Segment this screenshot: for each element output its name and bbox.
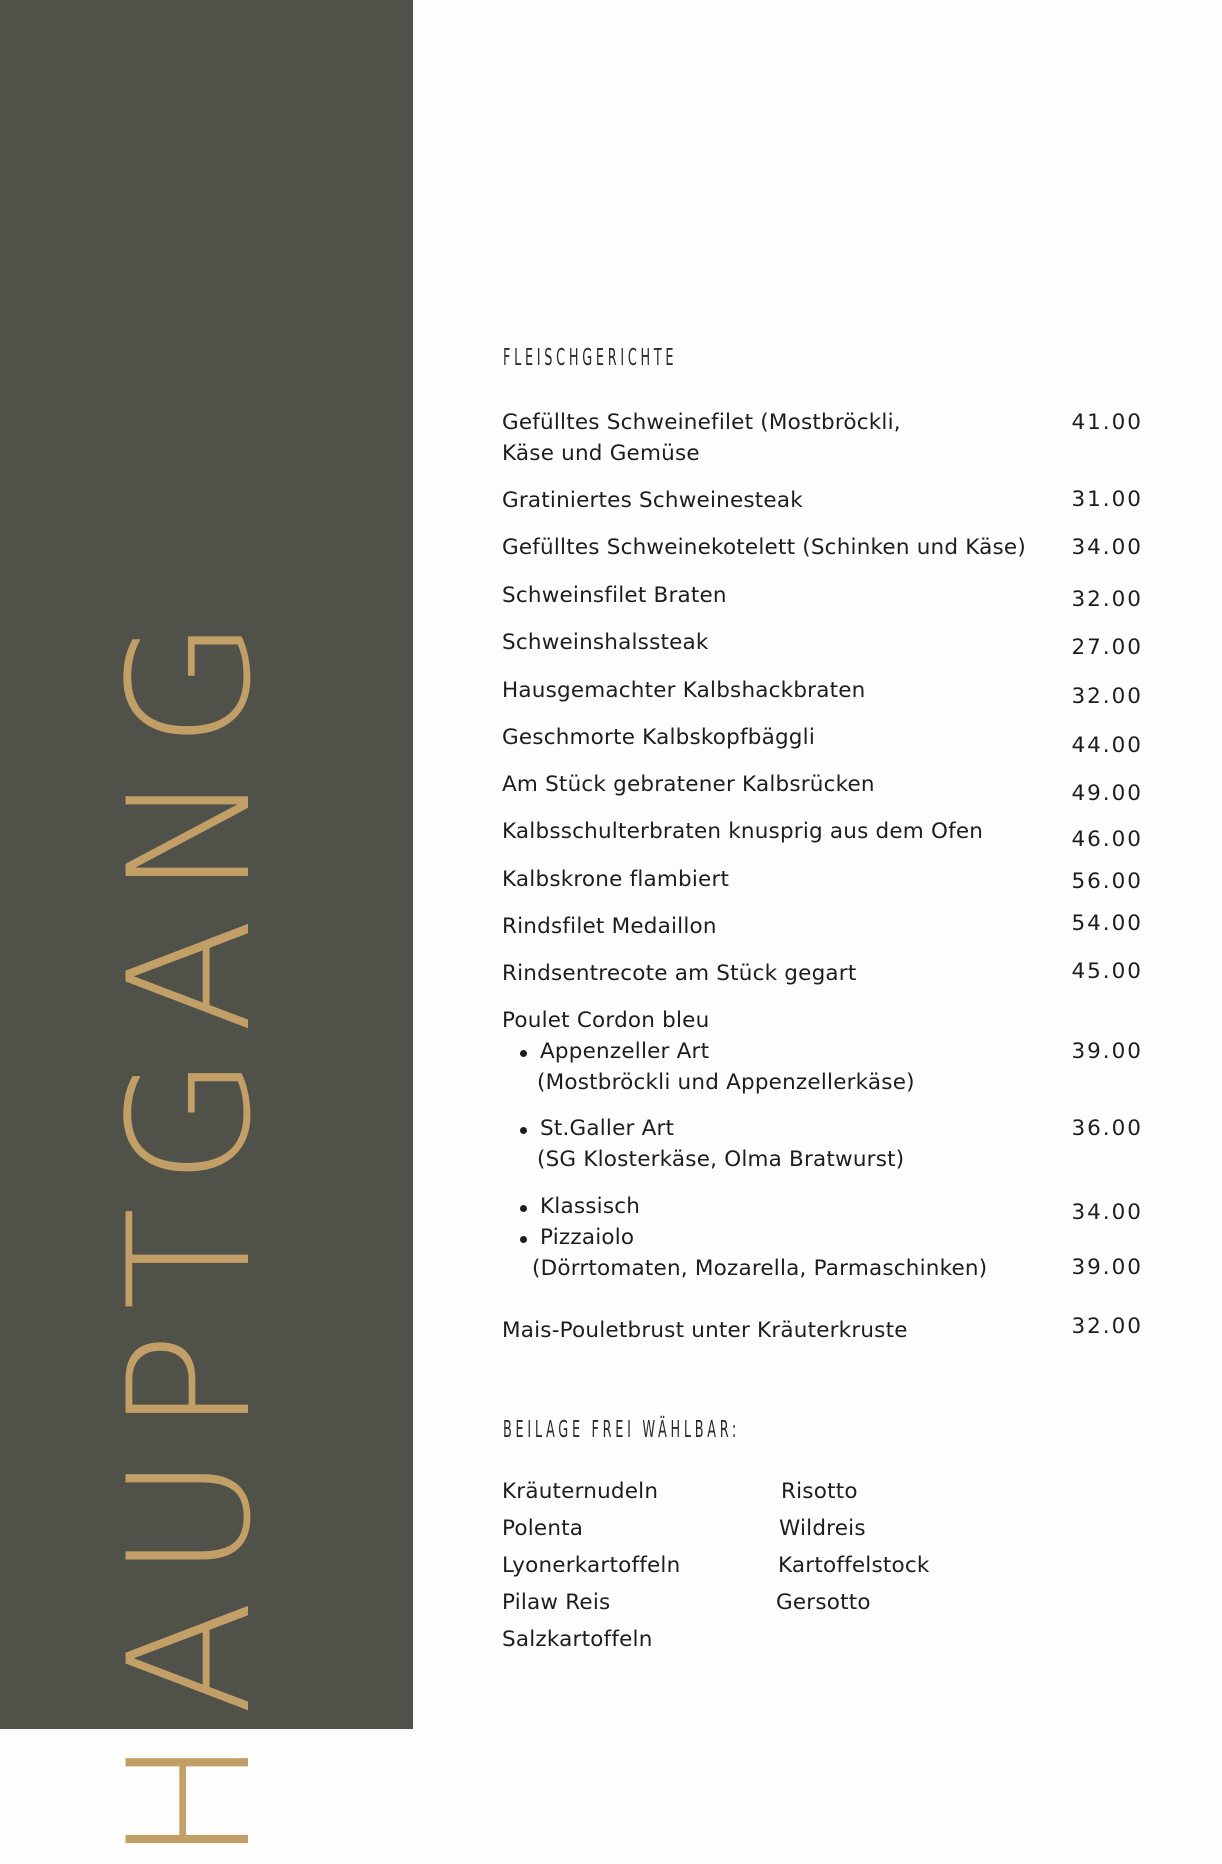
menu-item-name: Am Stück gebratener Kalbsrücken [502,772,875,797]
menu-item-price: 41.00 [1071,410,1143,435]
side-dish-item: Salzkartoffeln [502,1627,653,1652]
menu-item-price: 32.00 [1071,587,1143,612]
menu-item-name: Gefülltes Schweinefilet (Mostbröckli, [502,410,901,435]
menu-item-price: 45.00 [1071,959,1143,984]
menu-item-name: Gefülltes Schweinekotelett (Schinken und Käse) [502,535,1026,560]
menu-item-name: Gratiniertes Schweinesteak [502,488,803,513]
menu-item-name: Rindsentrecote am Stück gegart [502,961,857,986]
menu-item-price: 36.00 [1071,1116,1143,1141]
menu-item-price: 49.00 [1071,781,1143,806]
menu-item-price: 32.00 [1071,684,1143,709]
menu-item-price: 39.00 [1071,1255,1143,1280]
menu-item-name: Poulet Cordon bleu [502,1008,710,1033]
menu-item-price: 54.00 [1071,911,1143,936]
side-dish-item: Wildreis [779,1516,866,1541]
menu-item-name: Kalbskrone flambiert [502,867,730,892]
variant-detail: (Mostbröckli und Appenzellerkäse) [537,1070,915,1095]
menu-item-name: Hausgemachter Kalbshackbraten [502,678,866,703]
menu-item-price: 27.00 [1071,635,1143,660]
menu-item-name: Kalbsschulterbraten knusprig aus dem Ofen [502,819,984,844]
variant-detail: (SG Klosterkäse, Olma Bratwurst) [537,1147,905,1172]
menu-item-price: 39.00 [1071,1039,1143,1064]
page-title: HAUPTGANG [92,596,288,1864]
side-dish-item: Lyonerkartoffeln [502,1553,681,1578]
menu-item-name: Schweinshalssteak [502,630,709,655]
variant-name: Appenzeller Art [540,1039,710,1064]
bullet-icon [520,1127,527,1134]
menu-item-name: Mais-Pouletbrust unter Kräuterkruste [502,1318,908,1343]
side-dish-item: Kräuternudeln [502,1479,659,1504]
menu-item-name-cont: Käse und Gemüse [502,441,700,466]
section-heading-sides: BEILAGE FREI WÄHLBAR: [503,1417,741,1443]
side-dish-item: Kartoffelstock [778,1553,930,1578]
variant-name: Klassisch [540,1194,641,1219]
menu-item-price: 34.00 [1071,1200,1143,1225]
bullet-icon [520,1205,527,1212]
menu-item-price: 32.00 [1071,1314,1143,1339]
bullet-icon [520,1050,527,1057]
bullet-icon [520,1236,527,1243]
menu-item-price: 34.00 [1071,535,1143,560]
side-dish-item: Risotto [781,1479,858,1504]
menu-item-name: Rindsfilet Medaillon [502,914,717,939]
variant-detail: (Dörrtomaten, Mozarella, Parmaschinken) [532,1256,988,1281]
menu-item-price: 46.00 [1071,827,1143,852]
menu-item-name: Geschmorte Kalbskopfbäggli [502,725,816,750]
menu-item-name: Schweinsfilet Braten [502,583,727,608]
menu-item-price: 31.00 [1071,487,1143,512]
side-dish-item: Pilaw Reis [502,1590,611,1615]
variant-name: Pizzaiolo [540,1225,635,1250]
menu-item-price: 44.00 [1071,733,1143,758]
side-dish-item: Polenta [502,1516,584,1541]
side-dish-item: Gersotto [776,1590,871,1615]
section-heading-meat: FLEISCHGERICHTE [503,345,678,371]
menu-item-price: 56.00 [1071,869,1143,894]
variant-name: St.Galler Art [540,1116,675,1141]
